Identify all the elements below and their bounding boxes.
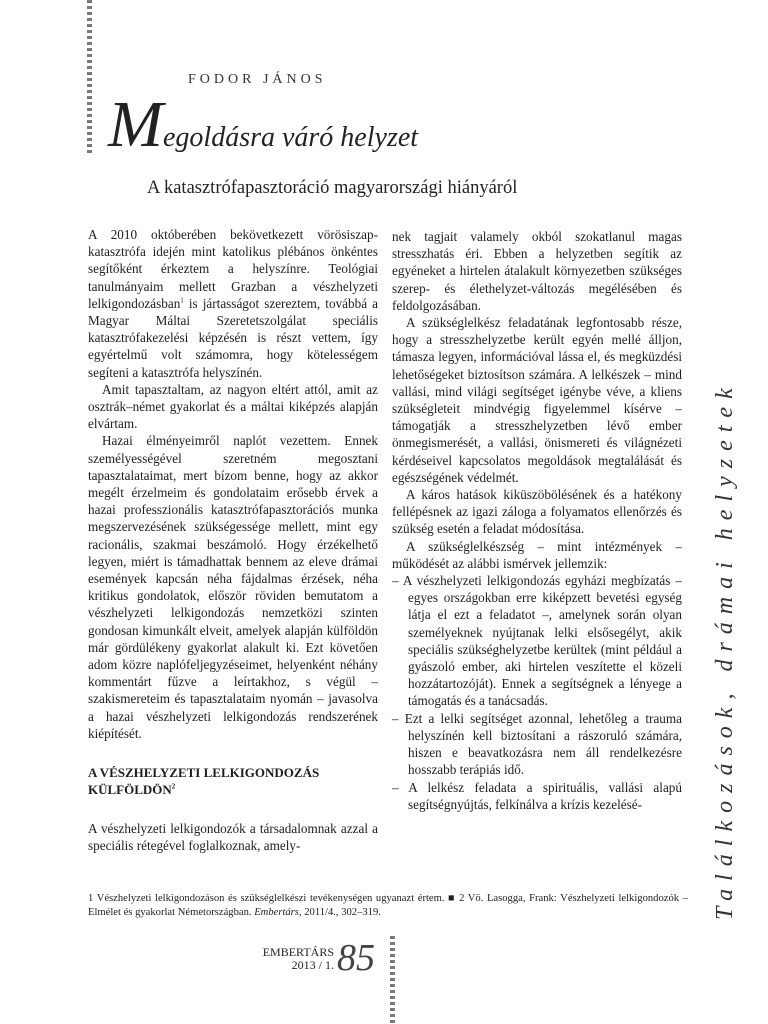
text-column-left [88, 226, 378, 855]
article-title [108, 88, 419, 161]
article-subtitle: A katasztrófapasztoráció magyarországi hiányáról [147, 178, 518, 198]
decorative-dotted-rule-top [87, 0, 92, 156]
paragraph: A vészhelyzeti lelkigondozók a társadalomnak azzal a speciális rétegével foglalkoznak, amely- [88, 821, 378, 854]
title-text: egoldásra váró helyzet [162, 122, 419, 153]
footnote-ref-2: 2 [171, 782, 176, 791]
vertical-section-title: Találkozások, drámai helyzetek [712, 380, 738, 920]
text-column-right [392, 228, 682, 813]
decorative-dotted-rule-bottom [390, 936, 395, 1024]
paragraph-text: is jártasságot szereztem, továbbá a Magyar Máltai Szeretetszolgálat speciális katasztrófakezelési képzésén is részt vettem, így egyértelmű volt számomra, hogy kötelességem segíteni a katasztrófa helyszínén. [88, 295, 378, 380]
article-author: FODOR JÁNOS [188, 72, 327, 87]
footnote-2-end: , 2011/4., 302–319. [298, 907, 381, 918]
list-item: – A lelkész feladata a spirituális, vallási alapú segítségnyújtás, felkínálva a krízis kezelésé- [392, 779, 682, 812]
paragraph [88, 226, 378, 381]
paragraph: nek tagjait valamely okból szokatlanul magas stresszhatás éri. Ebben a helyzetben segítik az egyéneket a hirtelen átalakult környezetben szükséges szerep- és élethelyzet-változás megélésében és feldolgozásában. [392, 229, 682, 313]
footnotes [88, 892, 688, 920]
footnote-ref-1: 1 [180, 296, 184, 305]
footnote-1: 1 Vészhelyzeti lelkigondozáson és szükséglelkészi tevékenységen ugyanazt értem. [88, 893, 445, 904]
criteria-list [392, 572, 682, 813]
paragraph: A szükséglelkész feladatának legfontosabb része, hogy a stresszhelyzetbe került egyén mellé álljon, támasza legyen, információval lássa el, és megküzdési lehetőségeket biztosítson számára. A lelkészek – mind vallási, mind világi segítséget igénybe véve, a kliens szükségleteit mindvégig figyelemmel kísérve – támogatják a stresszhelyzetben lévő ember önmegismerését, a vallási, önismereti és világnézeti kérdéseivel kapcsolatos megoldások megtalálását és egészségének védelmét. [392, 315, 682, 485]
journal-info [238, 946, 334, 972]
journal-issue: 2013 / 1. [291, 958, 334, 972]
footnote-2-journal: Embertárs [254, 907, 299, 918]
title-drop-cap: M [108, 88, 163, 161]
paragraph: A szükséglelkészség – mint intézmények – működését az alábbi ismérvek jellemzik: [392, 538, 682, 571]
footnote-2: 2 Vö. Lasogga, Frank: Vészhelyzeti lelkigondozók – Elmélet és gyakorlat Németországban. [88, 893, 688, 918]
section-heading-text: A VÉSZHELYZETI LELKIGONDOZÁS KÜLFÖLDÖN [88, 765, 320, 798]
list-item: – A vészhelyzeti lelkigondozás egyházi megbízatás – egyes országokban erre kiképzett bevetési egység látja el ezt a feladatot –, amelynek során olyan személyeknek nyújtanak lelki elsősegélyt, akik speciális szükséghelyzetbe kerültek (mint például a gyászoló ember, aki hirtelen veszítette el közeli hozzátartozóját). Ennek a segítségnek a lényege a támogatás és a tanácsadás. [392, 573, 682, 709]
footnote-separator: ■ [444, 893, 460, 904]
paragraph: A káros hatások kiküszöbölésének és a hatékony fellépésnek az igazi záloga a folyamatos ellenőrzés és szükség esetén a feladat módosítása. [392, 487, 682, 537]
paragraph: Amit tapasztaltam, az nagyon eltért attól, amit az osztrák–német gyakorlat és a máltai kiképzés alapján elvártam. [88, 381, 378, 432]
paragraph: Hazai élményeimről naplót vezettem. Ennek személyességével szeretném megosztani tapasztalataimat, mert bízom benne, hogy az akkor megélt érzelmeim és gondolataim erősebb érvek a hazai professzionális katasztrófapasztorációs munka megszervezésének szükségessége mellett, mint egy racionális, szakmai beszámoló. Hogy érzékelhető legyen, miért is támadhattak bennem az eleve drámai események kapcsán néha fájdalmas érzések, néha kritikus gondolatok, először röviden bemutatom a vészhelyzeti lelkigondozás nemzetközi szinten gondosan kimunkált elveit, amelyek alapján külföldön már gördülékeny gyakorlat alakult ki. Ezt követően adom közre naplófeljegyzéseimet, helyenként néhány kommentárt fűzve a leírtakhoz, s végül – szakismereteim és tapasztalataim nyomán – javasolva a hazai vészhelyzeti lelkigondozás rendszerének kiépítését. [88, 433, 378, 741]
paragraph-text: A 2010 októberében bekövetkezett vörösiszap-katasztrófa idején mint katolikus plébános önkéntes segítőként érkeztem a helyszínre. Teológiai tanulmányaim mellett Grazban a vészhelyzeti lelkigondozásban [88, 227, 378, 311]
list-item: – Ezt a lelki segítséget azonnal, lehetőleg a trauma helyszínén kell biztosítani a rászoruló számára, hiszen e beavatkozásra nem áll rendelkezésre hosszabb terápiás idő. [392, 710, 682, 778]
journal-name: EMBERTÁRS [262, 945, 334, 959]
section-heading [88, 764, 378, 798]
page-number: 85 [337, 937, 375, 979]
